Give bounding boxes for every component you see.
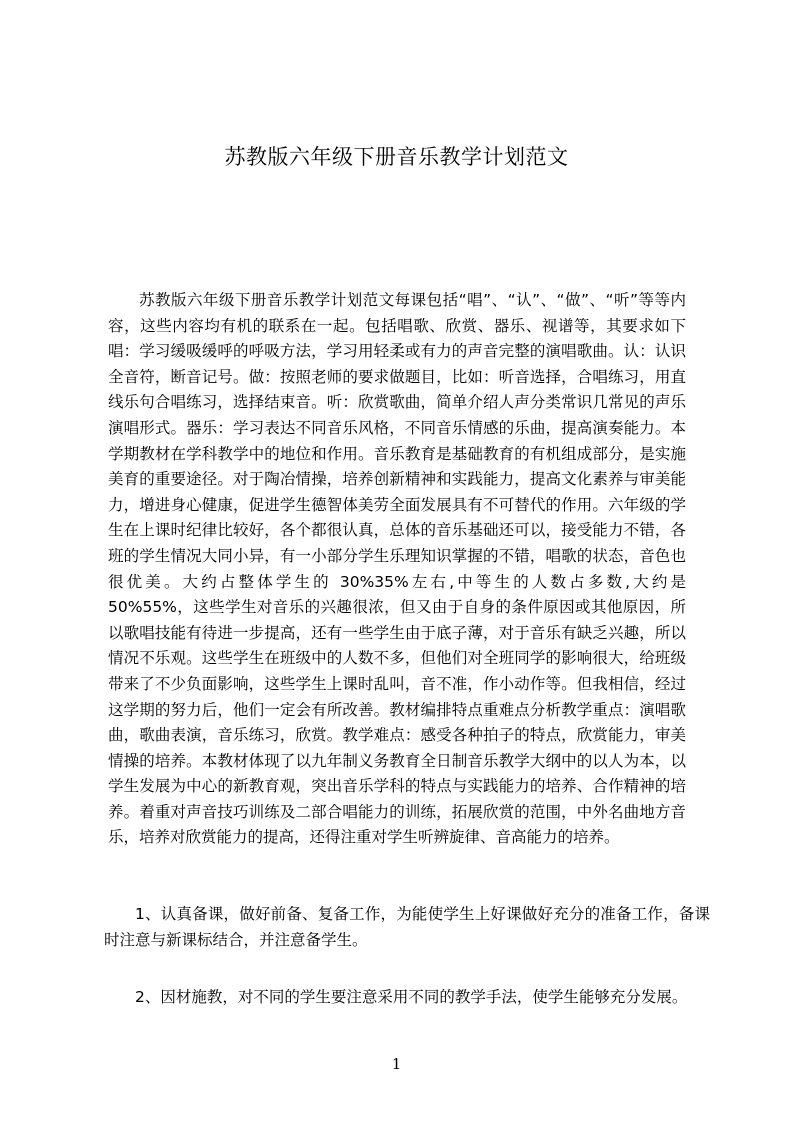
document-title: 苏教版六年级下册音乐教学计划范文 <box>224 145 569 169</box>
body-paragraph: 苏教版六年级下册音乐教学计划范文每课包括“唱”、“认”、“做”、“听”等等内容，这些内容均有机的联系在一起。包括唱歌、欣赏、器乐、视谱等，其要求如下唱：学习缓吸缓呼的呼吸方法，学习用轻柔或有力的声音完整的演唱歌曲。认：认识全音符，断音记号。做：按照老师的要求做题目，比如：听音选择，合唱练习，用直线乐句合唱练习，选择结束音。听：欣赏歌曲，简单介绍人声分类常识几常见的声乐演唱形式。器乐：学习表达不同音乐风格，不同音乐情感的乐曲，提高演奏能力。本学期教材在学科教学中的地位和作用。音乐教育是基础教育的有机组成部分，是实施美育的重要途径。对于陶冶情操，培养创新精神和实践能力，提高文化素养与审美能力，增进身心健康，促进学生德智体美劳全面发展具有不可替代的作用。六年级的学生在上课时纪律比较好，各个都很认真，总体的音乐基础还可以，接受能力不错，各班的学生情况大同小异，有一小部分学生乐理知识掌握的不错，唱歌的状态，音色也很优美。大约占整体学生的 30%35%左右,中等生的人数占多数,大约是 50%55%，这些学生对音乐的兴趣很浓，但又由于自身的条件原因或其他原因，所以歌唱技能有待进一步提高，还有一些学生由于底子薄，对于音乐有缺乏兴趣，所以情况不乐观。这些学生在班级中的人数不多，但他们对全班同学的影响很大，给班级带来了不少负面影响，这些学生上课时乱叫，音不准，作小动作等。但我相信，经过这学期的努力后，他们一定会有所改善。教材编排特点重难点分析教学重点：演唱歌曲，歌曲表演，音乐练习，欣赏。教学难点：感受各种拍子的特点，欣赏能力，审美情操的培养。本教材体现了以九年制义务教育全日制音乐教学大纲中的以人为本，以学生发展为中心的新教育观，突出音乐学科的特点与实践能力的培养、合作精神的培养。着重对声音技巧训练及二部合唱能力的训练，拓展欣赏的范围，中外名曲地方音乐，培养对欣赏能力的提高，还得注重对学生听辨旋律、音高能力的培养。 <box>108 291 707 847</box>
page-number: 1 <box>391 1055 402 1073</box>
list-item: 1、认真备课，做好前备、复备工作，为能使学生上好课做好充分的准备工作，备课时注意与新课标结合，并注意备学生。 <box>104 905 710 949</box>
list-item: 2、因材施教，对不同的学生要注意采用不同的教学手法，使学生能够充分发展。 <box>135 988 688 1006</box>
